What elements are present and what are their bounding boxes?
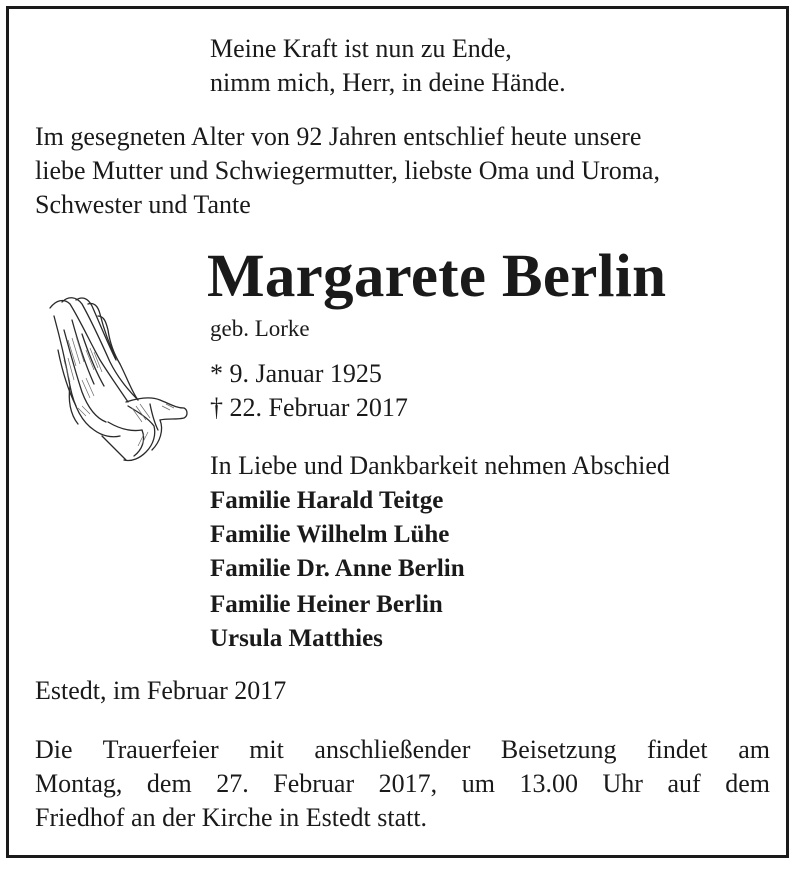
mourner-name: Ursula Matthies xyxy=(210,625,383,652)
funeral-line-1: Die Trauerfeier mit anschließender Beisetzung findet am xyxy=(35,735,770,764)
verse-line-1: Meine Kraft ist nun zu Ende, xyxy=(210,34,512,63)
intro-line-2: liebe Mutter und Schwiegermutter, liebste Oma und Uroma, xyxy=(35,156,660,185)
funeral-line-3: Friedhof an der Kirche in Estedt statt. xyxy=(35,803,428,832)
mourners-intro: In Liebe und Dankbarkeit nehmen Abschied xyxy=(210,451,670,480)
mourner-name: Familie Harald Teitge xyxy=(210,487,444,514)
death-date: † 22. Februar 2017 xyxy=(210,393,408,422)
mourner-name: Familie Wilhelm Lühe xyxy=(210,521,450,548)
mourner-name: Familie Heiner Berlin xyxy=(210,591,443,618)
birth-date: * 9. Januar 1925 xyxy=(210,359,382,388)
funeral-line-2: Montag, dem 27. Februar 2017, um 13.00 Uhr auf dem xyxy=(35,769,770,798)
maiden-name: geb. Lorke xyxy=(210,316,310,341)
intro-line-3: Schwester und Tante xyxy=(35,190,251,219)
place-date: Estedt, im Februar 2017 xyxy=(35,676,287,705)
intro-line-1: Im gesegneten Alter von 92 Jahren entschlief heute unsere xyxy=(35,122,642,151)
praying-hands-icon xyxy=(42,290,192,470)
deceased-name: Margarete Berlin xyxy=(207,243,667,310)
mourner-name: Familie Dr. Anne Berlin xyxy=(210,555,465,582)
verse-line-2: nimm mich, Herr, in deine Hände. xyxy=(210,68,566,97)
